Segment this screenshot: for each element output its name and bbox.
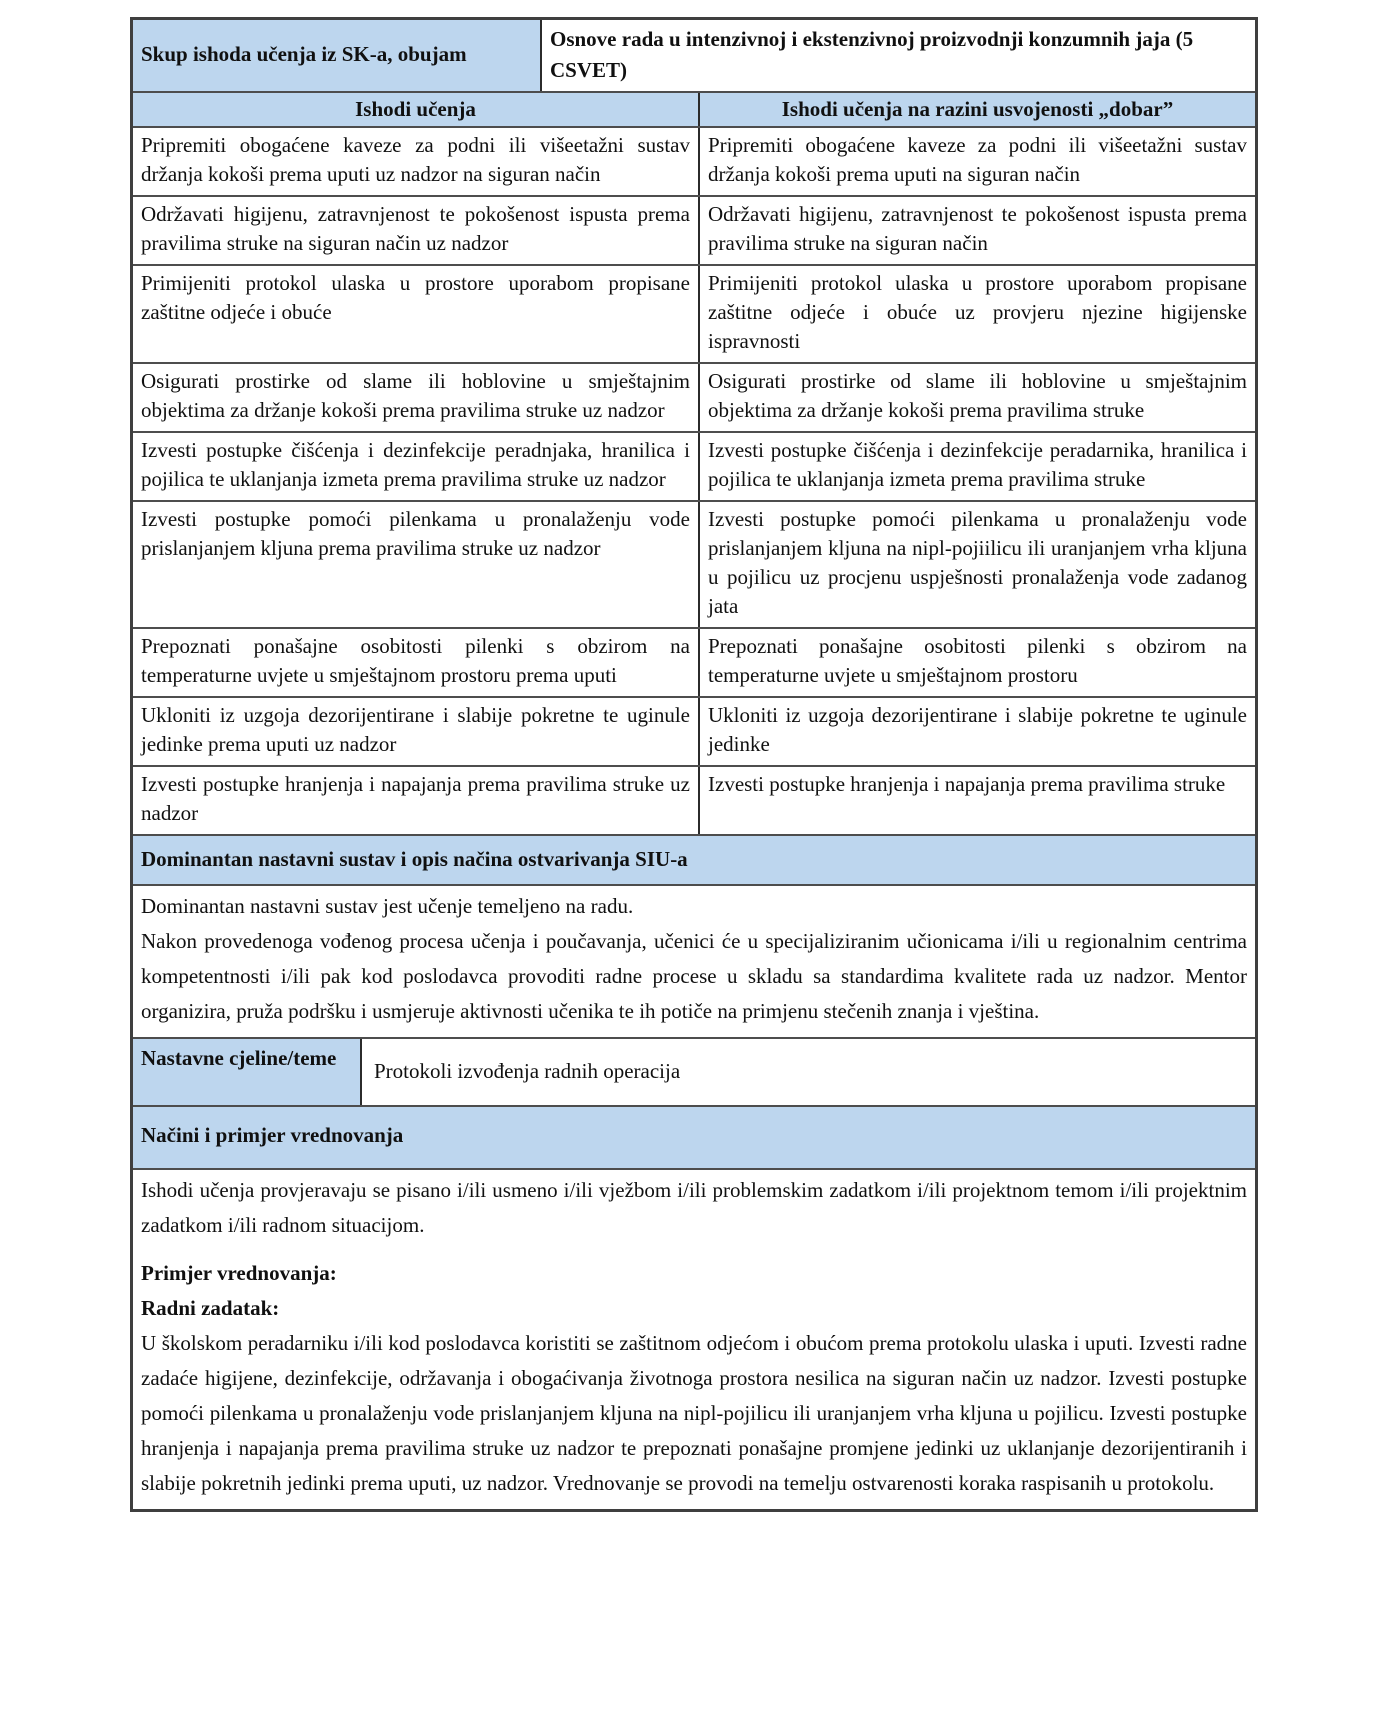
outcome-cell-right: Pripremiti obogaćene kaveze za podni ili višeetažni sustav držanja kokoši prema uputi na siguran način <box>698 128 1255 195</box>
outcome-cell-right: Izvesti postupke čišćenja i dezinfekcije peradarnika, hranilica i pojilica te uklanjanja izmeta prema pravilima struke <box>698 433 1255 500</box>
outcome-cell-left: Izvesti postupke pomoći pilenkama u pronalaženju vode prislanjanjem kljuna prema pravilima struke uz nadzor <box>141 507 690 560</box>
outcome-cell-right: Primijeniti protokol ulaska u prostore uporabom propisane zaštitne odjeće i obuće uz provjeru njezine higijenske ispravnosti <box>698 266 1255 362</box>
outcome-cell-right: Izvesti postupke pomoći pilenkama u pronalaženju vode prislanjanjem kljuna na nipl-pojiilicu ili uranjanjem vrha kljuna u pojilicu uz procjenu uspješnosti pronalaženja vode zadanog jata <box>698 502 1255 627</box>
outcome-cell-right: Izvesti postupke hranjenja i napajanja prema pravilima struke <box>698 767 1255 834</box>
unit-title-label: Skup ishoda učenja iz SK-a, obujam <box>133 20 540 91</box>
outcome-row <box>133 362 1255 431</box>
dominant-system-header-row <box>133 834 1255 884</box>
dominant-system-text-row <box>133 884 1255 1037</box>
outcome-cell-right: Osigurati prostirke od slame ili hoblovine u smještajnim objektima za držanje kokoši prema pravilima struke <box>698 364 1255 431</box>
curriculum-table <box>130 17 1258 1512</box>
teaching-units-value: Protokoli izvođenja radnih operacija <box>360 1039 1255 1105</box>
outcomes-header-left: Ishodi učenja <box>133 93 698 126</box>
dominant-system-paragraph-1: Dominantan nastavni sustav jest učenje temeljeno na radu. <box>141 894 634 918</box>
evaluation-task-label: Radni zadatak: <box>141 1296 280 1320</box>
outcome-row <box>133 431 1255 500</box>
unit-title-value: Osnove rada u intenzivnoj i ekstenzivnoj proizvodnji konzumnih jaja (5 CSVET) <box>540 20 1255 91</box>
evaluation-header: Načini i primjer vrednovanja <box>133 1107 1255 1168</box>
outcome-cell-left: Održavati higijenu, zatravnjenost te pokošenost ispusta prema pravilima struke na siguran način uz nadzor <box>141 202 690 255</box>
dominant-system-header: Dominantan nastavni sustav i opis načina ostvarivanja SIU-a <box>133 836 1255 884</box>
evaluation-text-row <box>133 1168 1255 1509</box>
outcomes-header-right: Ishodi učenja na razini usvojenosti „dobar” <box>698 93 1255 126</box>
dominant-system-paragraph-2: Nakon provedenoga vođenog procesa učenja i poučavanja, učenici će u specijaliziranim učionicama i/ili u regionalnim centrima kompetentnosti i/ili pak kod poslodavca provoditi radne procese u skladu sa standardima kvalitete rada uz nadzor. Mentor organizira, pruža podršku i usmjeruje aktivnosti učenika te ih potiče na primjenu stečenih znanja i vještina. <box>141 929 1247 1023</box>
outcome-cell-left: Osigurati prostirke od slame ili hoblovine u smještajnim objektima za držanje kokoši prema pravilima struke uz nadzor <box>141 369 690 422</box>
outcome-cell-right: Ukloniti iz uzgoja dezorijentirane i slabije pokretne te uginule jedinke <box>698 698 1255 765</box>
outcome-cell-left: Pripremiti obogaćene kaveze za podni ili višeetažni sustav držanja kokoši prema uputi uz nadzor na siguran način <box>141 133 690 186</box>
outcome-row <box>133 765 1255 834</box>
outcome-cell-left: Izvesti postupke čišćenja i dezinfekcije peradnjaka, hranilica i pojilica te uklanjanja izmeta prema pravilima struke uz nadzor <box>141 438 690 491</box>
outcome-cell-right: Održavati higijenu, zatravnjenost te pokošenost ispusta prema pravilima struke na siguran način <box>698 197 1255 264</box>
outcome-row <box>133 195 1255 264</box>
outcome-cell-left: Primijeniti protokol ulaska u prostore uporabom propisane zaštitne odjeće i obuće <box>141 271 690 324</box>
outcome-cell-left: Ukloniti iz uzgoja dezorijentirane i slabije pokretne te uginule jedinke prema uputi uz nadzor <box>141 703 690 756</box>
evaluation-task-text: U školskom peradarniku i/ili kod poslodavca koristiti se zaštitnom odjećom i obućom prema protokolu ulaska i uputi. Izvesti radne zadaće higijene, dezinfekcije, održavanja i obogaćivanja životnoga prostora nesilica na siguran način uz nadzor. Izvesti postupke pomoći pilenkama u pronalaženju vode prislanjanjem kljuna na nipl-pojilicu ili uranjanjem vrha kljuna u pojilicu. Izvesti postupke hranjenja i napajanja prema pravilima struke uz nadzor te prepoznati ponašajne promjene jedinki uz uklanjanje dezorijentiranih i slabije pokretnih jedinki prema uputi, uz nadzor. Vrednovanje se provodi na temelju ostvarenosti koraka raspisanih u protokolu. <box>141 1331 1247 1495</box>
outcome-row <box>133 627 1255 696</box>
outcome-row <box>133 264 1255 362</box>
evaluation-text <box>133 1170 1255 1509</box>
outcome-cell-right: Prepoznati ponašajne osobitosti pilenki s obzirom na temperaturne uvjete u smještajnom prostoru <box>698 629 1255 696</box>
teaching-units-row <box>133 1037 1255 1105</box>
evaluation-header-row <box>133 1105 1255 1168</box>
teaching-units-label: Nastavne cjeline/teme <box>133 1039 360 1105</box>
outcome-row <box>133 500 1255 627</box>
unit-title-row <box>133 20 1255 91</box>
outcome-row <box>133 126 1255 195</box>
outcome-cell-left: Izvesti postupke hranjenja i napajanja prema pravilima struke uz nadzor <box>141 772 690 825</box>
dominant-system-text <box>133 886 1255 1037</box>
outcome-row <box>133 696 1255 765</box>
outcomes-header-row <box>133 91 1255 126</box>
evaluation-intro: Ishodi učenja provjeravaju se pisano i/ili usmeno i/ili vježbom i/ili problemskim zadatkom i/ili projektnom temom i/ili projektnim zadatkom i/ili radnom situacijom. <box>141 1178 1247 1237</box>
evaluation-example-label: Primjer vrednovanja: <box>141 1261 337 1285</box>
outcome-cell-left: Prepoznati ponašajne osobitosti pilenki s obzirom na temperaturne uvjete u smještajnom prostoru prema uputi <box>141 634 690 687</box>
